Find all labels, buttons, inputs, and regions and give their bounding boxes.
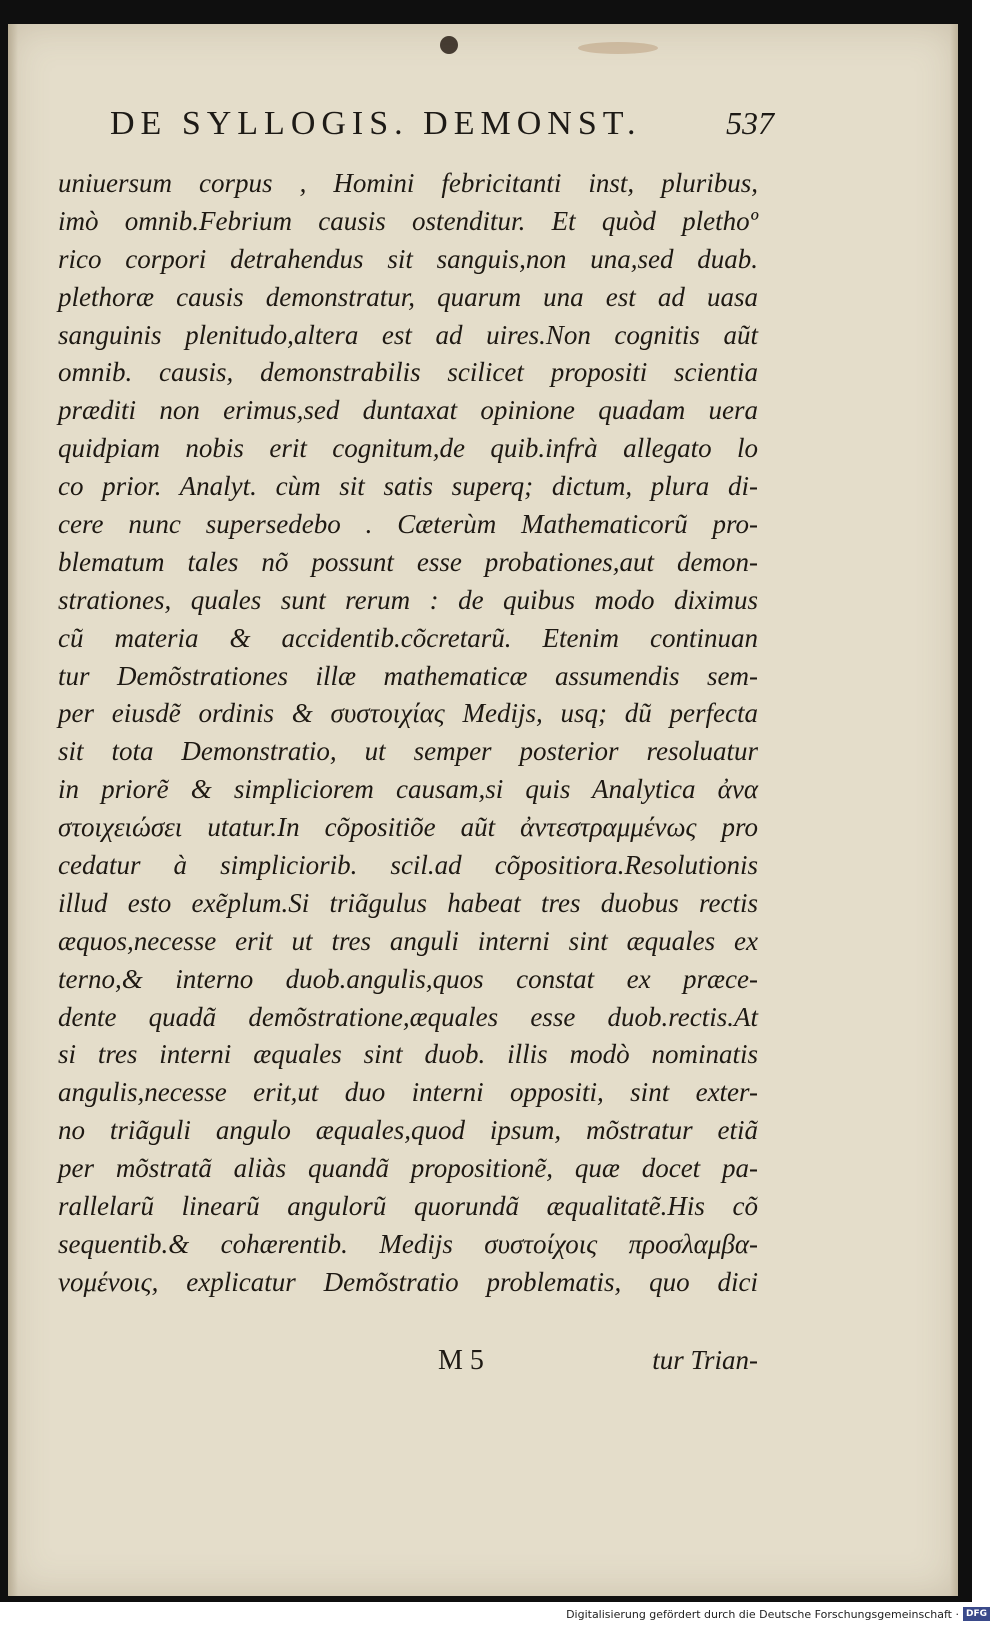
- text-line: imò omnib.Febrium causis ostenditur. Et quòd plethoº: [58, 205, 758, 236]
- dfg-logo: DFG: [963, 1607, 990, 1621]
- paper-stain: [578, 42, 658, 54]
- digitization-credit: [566, 1604, 990, 1624]
- text-line: νομένοις, explicatur Demõstratio problematis, quo dici: [58, 1266, 758, 1297]
- text-line: tur Demõstrationes illæ mathematicæ assumendis sem-: [58, 660, 758, 691]
- text-line: co prior. Analyt. cùm sit satis superq; dictum, plura di-: [58, 471, 758, 502]
- text-line: cedatur à simpliciorib. scil.ad cõpositiora.Resolutionis: [58, 850, 758, 881]
- text-line: cere nunc supersedebo . Cæterùm Mathematicorũ pro-: [58, 509, 758, 540]
- catchword: tur Trian-: [652, 1345, 758, 1375]
- text-line: terno,& interno duob.angulis,quos constat ex præce-: [58, 963, 758, 994]
- text-line: quidpiam nobis erit cognitum,de quib.infrà allegato lo: [58, 433, 758, 464]
- text-line: uniuersum corpus , Homini febricitanti inst, pluribus,: [58, 168, 758, 198]
- text-line: sit tota Demonstratio, ut semper posterior resoluatur: [58, 736, 758, 767]
- text-line: strationes, quales sunt rerum : de quibus modo diximus: [58, 584, 758, 615]
- text-line: præditi non erimus,sed duntaxat opinione quadam uera: [58, 395, 758, 426]
- page-edge-left: [8, 24, 18, 1596]
- page-number: 537: [726, 105, 774, 141]
- text-line: per eiusdẽ ordinis & συστοιχίας Medijs, usq; dũ perfecta: [58, 698, 758, 729]
- page-edge-right: [950, 24, 958, 1596]
- text-line: στοιχειώσει utatur.In cõpositiõe aũt ἀντεστραμμένως pro: [58, 812, 758, 843]
- catchline: [58, 1345, 758, 1383]
- text-line: rallelarũ linearũ angulorũ quorundã æqualitatẽ.His cõ: [58, 1191, 758, 1222]
- text-line: angulis,necesse erit,ut duo interni oppositi, sint exter-: [58, 1077, 758, 1108]
- text-line: no triãguli angulo æquales,quod ipsum, mõstratur etiã: [58, 1115, 758, 1146]
- ink-blot: [440, 36, 458, 54]
- running-head: [110, 105, 774, 149]
- text-line: cũ materia & accidentib.cõcretarũ. Etenim continuan: [58, 622, 758, 653]
- running-head-title: DE SYLLOGIS. DEMONST.: [110, 105, 642, 142]
- signature-mark: M 5: [438, 1345, 484, 1376]
- text-line: in priorẽ & simpliciorem causam,si quis Analytica ἀνα: [58, 774, 758, 805]
- text-line: æquos,necesse erit ut tres anguli interni sint æquales ex: [58, 925, 758, 956]
- text-line: sequentib.& cohærentib. Medijs συστοίχοις προσλαμβα-: [58, 1228, 758, 1259]
- text-line: per mõstratã aliàs quandã propositionẽ, quæ docet pa-: [58, 1153, 758, 1184]
- credit-text: Digitalisierung gefördert durch die Deutsche Forschungsgemeinschaft ·: [566, 1607, 959, 1621]
- text-line: sanguinis plenitudo,altera est ad uires.Non cognitis aũt: [58, 319, 758, 350]
- body-text: [58, 165, 758, 1302]
- text-line: blematum tales nõ possunt esse probationes,aut demon-: [58, 546, 758, 577]
- text-line: omnib. causis, demonstrabilis scilicet propositi scientia: [58, 357, 758, 388]
- text-line: si tres interni æquales sint duob. illis modò nominatis: [58, 1039, 758, 1070]
- text-line: plethoræ causis demonstratur, quarum una est ad uasa: [58, 281, 758, 312]
- text-line: rico corpori detrahendus sit sanguis,non una,sed duab.: [58, 243, 758, 274]
- text-line: illud esto exẽplum.Si triãgulus habeat tres duobus rectis: [58, 887, 758, 918]
- text-line: dente quadã demõstratione,æquales esse duob.rectis.At: [58, 1001, 758, 1032]
